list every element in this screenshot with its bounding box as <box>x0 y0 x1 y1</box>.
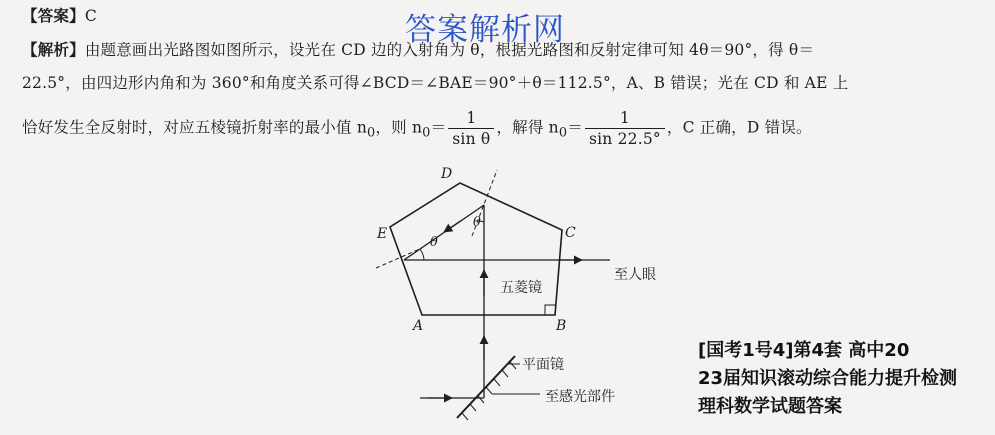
theta-label-cd: θ <box>473 215 481 230</box>
fraction-2-denominator: sin 22.5° <box>588 130 661 148</box>
watermark-text: 答案解析网 <box>405 12 565 48</box>
to-sensor-label: 至感光部件 <box>545 389 615 405</box>
subscript-0: 0 <box>367 125 376 141</box>
right-angle-mark <box>545 305 555 315</box>
vertex-label-d: D <box>441 166 453 182</box>
vertex-label-e: E <box>377 226 388 242</box>
analysis-text-3a: 恰好发生全反射时，对应五棱镜折射率的最小值 n <box>22 118 368 137</box>
caption-line-3: 理科数学试题答案 <box>698 396 842 417</box>
mirror-label: 平面镜 <box>522 357 564 373</box>
analysis-text-1: 由题意画出光路图如图所示，设光在 CD 边的入射角为 θ，根据光路图和反射定律可知 4θ＝90°，得 θ＝ <box>84 41 815 59</box>
fraction-2-numerator: 1 <box>585 108 665 129</box>
subscript-0: 0 <box>558 125 568 141</box>
subscript-0: 0 <box>422 125 431 141</box>
equals-sign: ＝ <box>567 118 583 137</box>
equals-sign: ＝ <box>430 118 447 137</box>
caption-line-2: 23届知识滚动综合能力提升检测 <box>698 368 958 389</box>
ray-reflected <box>404 205 484 260</box>
vertex-label-c: C <box>565 225 576 241</box>
answer-value: C <box>84 7 97 25</box>
caption-line-1: [国考1号4]第4套 高中20 <box>698 340 910 361</box>
analysis-text-3b: ，则 n <box>375 118 423 137</box>
mirror-hatching <box>462 362 516 420</box>
theta-arc-ae <box>420 249 424 260</box>
analysis-text-3c: ，解得 n <box>496 118 559 137</box>
vertex-label-a: A <box>413 318 424 334</box>
fraction-1-numerator: 1 <box>448 108 494 129</box>
theta-label-ae: θ <box>430 235 438 250</box>
analysis-text-3d: ，C 正确，D 错误。 <box>666 118 812 137</box>
answer-tag: 【答案】 <box>22 6 85 25</box>
ray-arrow-3 <box>444 220 462 232</box>
analysis-tag: 【解析】 <box>22 40 85 59</box>
to-eye-label: 至人眼 <box>614 267 656 283</box>
vertex-label-b: B <box>556 318 567 334</box>
fraction-1-denominator: sin θ <box>452 130 491 148</box>
prism-label: 五菱镜 <box>500 280 542 296</box>
analysis-text-2: 22.5°，由四边形内角和为 360°和角度关系可得∠BCD＝∠BAE＝90°＋θ＝112.5°，A、B 错误；光在 CD 和 AE 上 <box>22 74 849 92</box>
